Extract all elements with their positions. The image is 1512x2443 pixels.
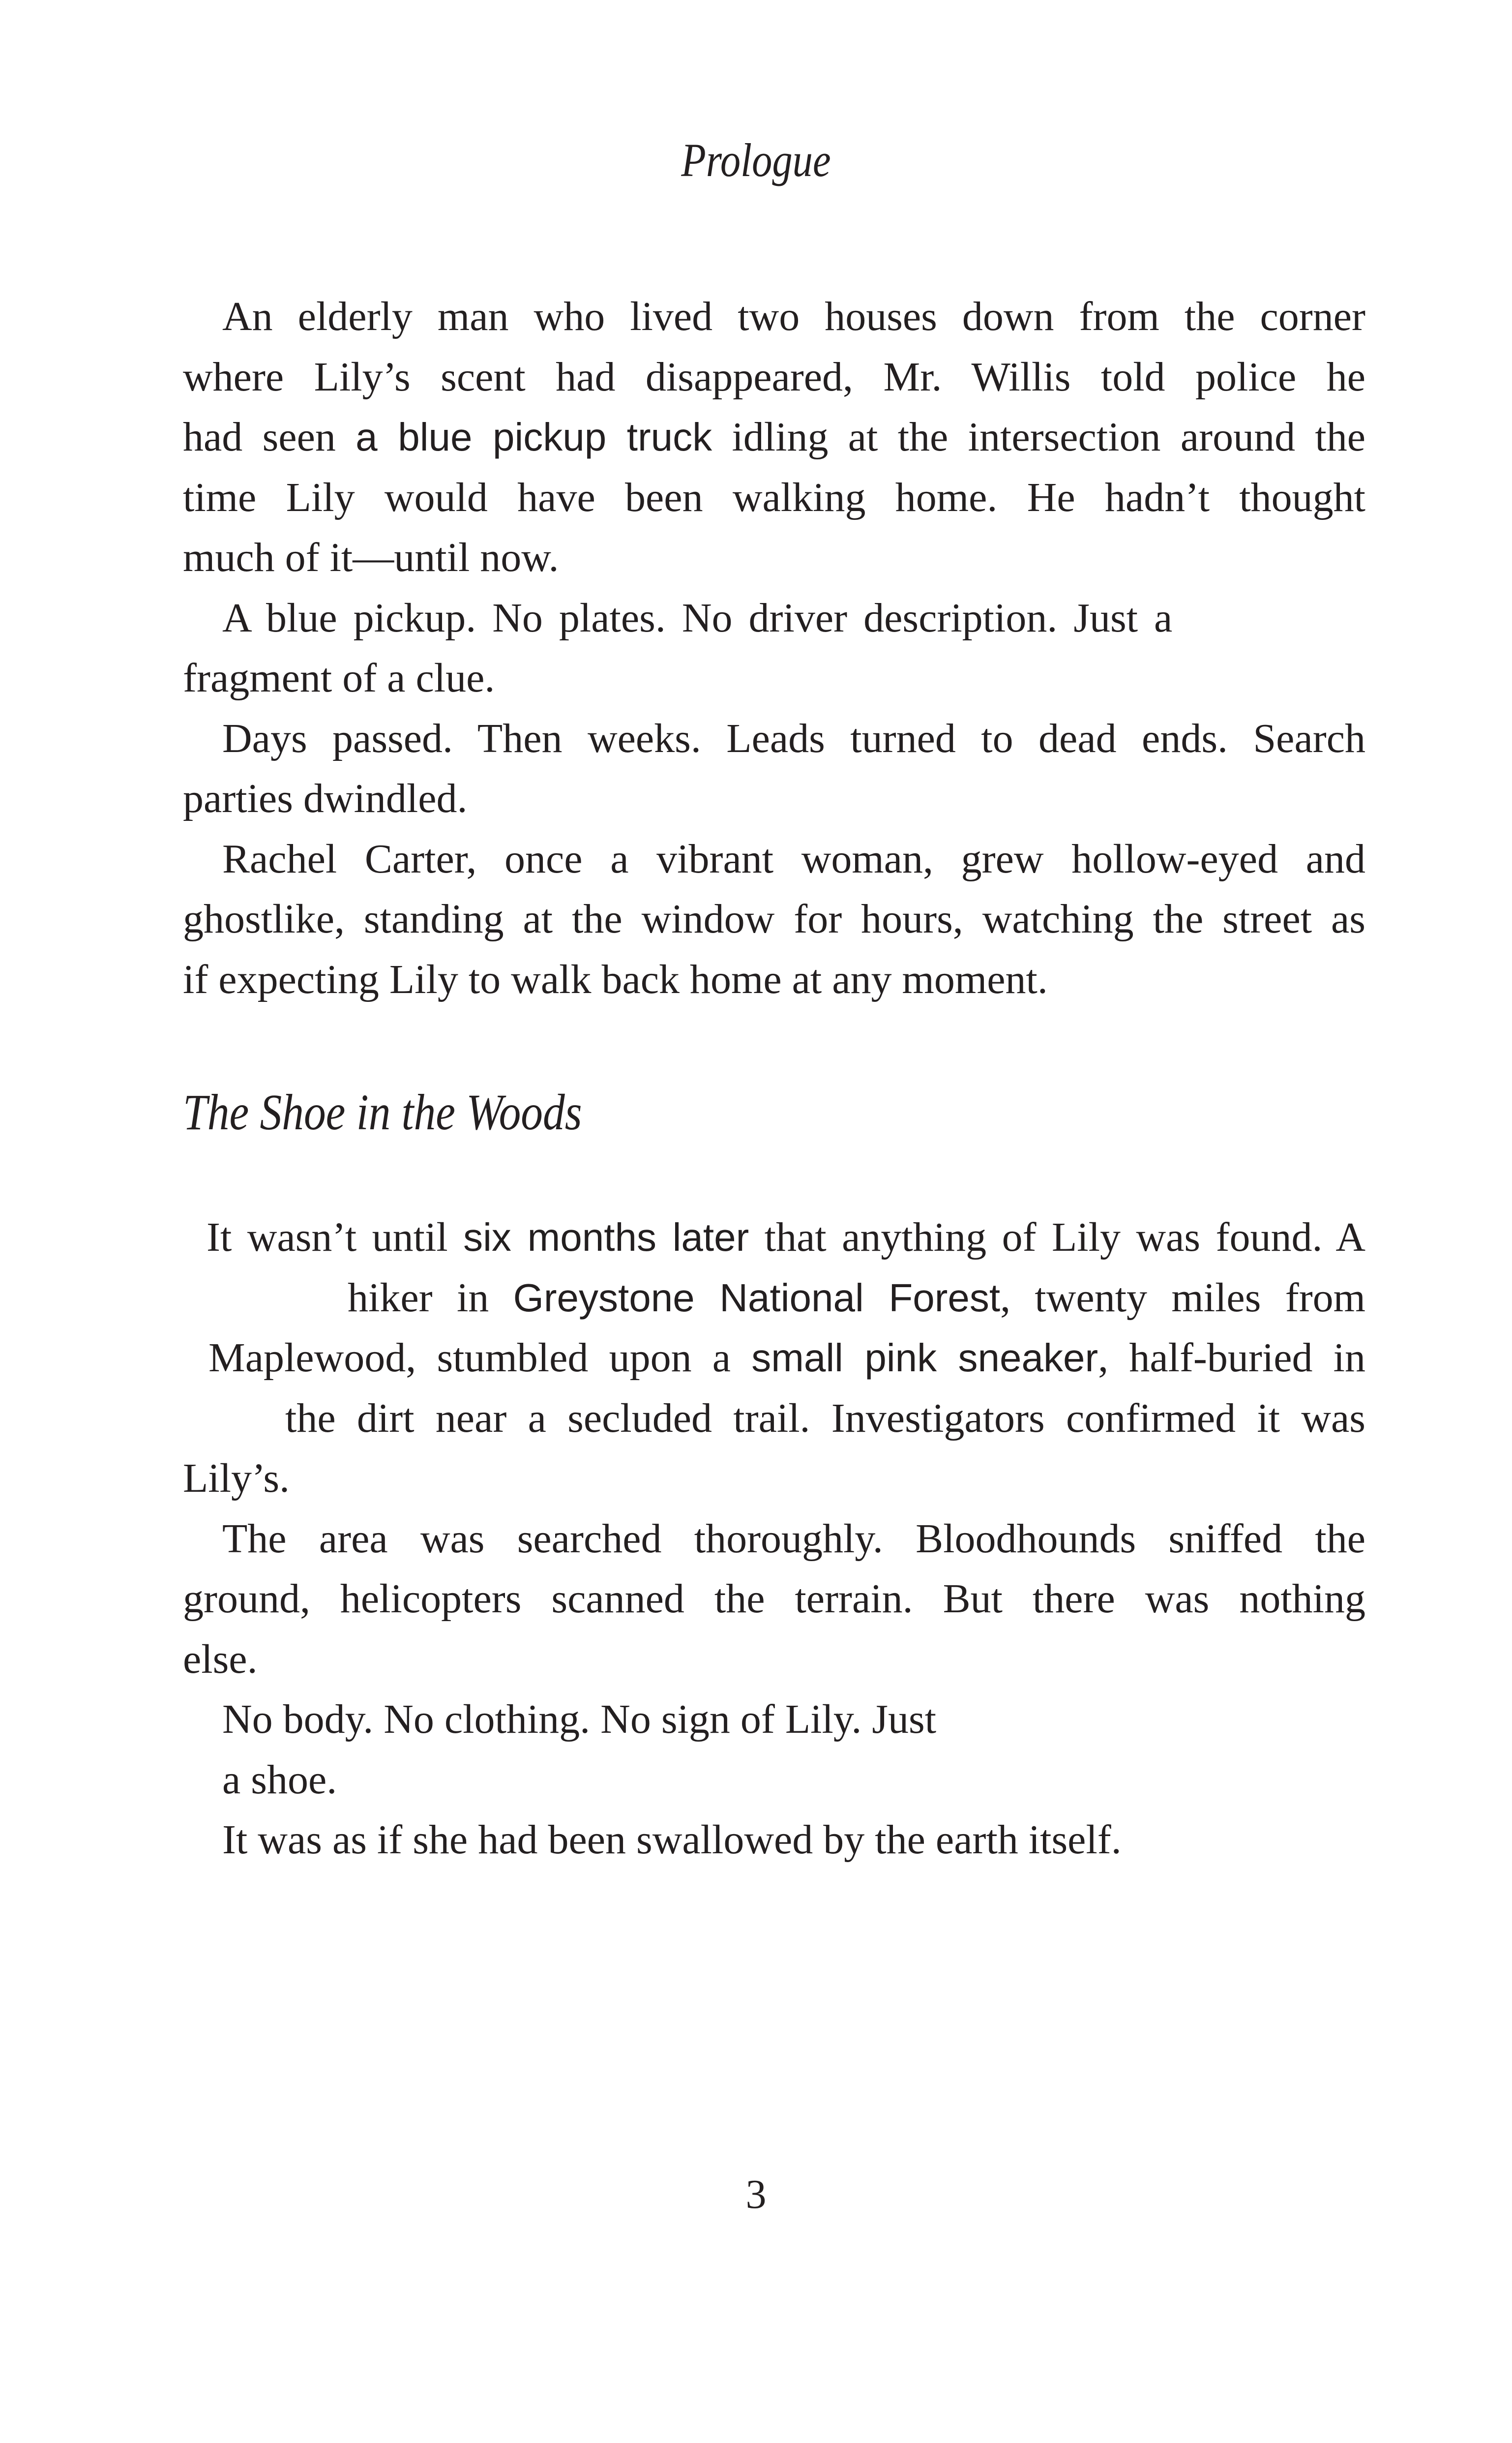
paragraph — [183, 1810, 1365, 1870]
text-line — [183, 1509, 1365, 1569]
paragraph — [183, 1509, 1365, 1690]
text-line — [183, 889, 1365, 950]
text-run: else. — [183, 1636, 258, 1682]
paragraph — [183, 829, 1365, 1010]
text-run: much of it—until now. — [183, 535, 559, 580]
text-line — [183, 588, 1365, 649]
text-line — [183, 347, 1365, 408]
highlighted-phrase: a blue pickup truck — [356, 415, 712, 459]
running-head: Prologue — [681, 134, 831, 186]
text-line — [183, 1689, 1365, 1750]
text-run: An elderly man who lived two houses down from the corner — [222, 294, 1365, 339]
text-run: It was as if she had been swallowed by the earth itself. — [222, 1817, 1122, 1863]
paragraph — [183, 1207, 1365, 1509]
prologue-body — [183, 287, 1365, 1010]
text-run: , half-buried in — [1098, 1335, 1366, 1381]
text-run: ground, helicopters scanned the terrain. But there was nothing — [183, 1576, 1365, 1622]
paragraph — [183, 1689, 1365, 1810]
text-line — [183, 709, 1365, 769]
text-run: The area was searched thoroughly. Bloodhounds sniffed the — [222, 1515, 1365, 1562]
text-line — [183, 950, 1365, 1010]
text-run: Maplewood, stumbled upon a — [208, 1335, 752, 1381]
text-line — [183, 1448, 1365, 1509]
text-run: time Lily would have been walking home. He hadn’t thought — [183, 474, 1365, 520]
text-line — [183, 769, 1365, 829]
text-run: a shoe. — [222, 1756, 337, 1803]
text-run: Rachel Carter, once a vibrant woman, grew hollow-eyed and — [222, 836, 1365, 882]
text-line — [183, 528, 1365, 588]
section-heading: The Shoe in the Woods — [183, 1084, 582, 1141]
text-run: hiker in — [348, 1274, 513, 1321]
text-line — [183, 407, 1365, 468]
text-line — [183, 1268, 1365, 1328]
text-line — [183, 1810, 1365, 1870]
highlighted-phrase: small pink sneaker — [751, 1336, 1098, 1380]
text-run: ghostlike, standing at the window for hours, watching the street as — [183, 896, 1365, 942]
text-run: No body. No clothing. No sign of Lily. Just — [222, 1696, 937, 1742]
text-run: the dirt near a secluded trail. Investigators confirmed it was — [285, 1395, 1365, 1441]
text-line — [183, 1629, 1365, 1690]
text-run: where Lily’s scent had disappeared, Mr. Willis told police he — [183, 354, 1365, 400]
text-run: had seen — [183, 414, 356, 460]
paragraph — [183, 709, 1365, 829]
text-run: parties dwindled. — [183, 776, 468, 821]
text-run: A blue pickup. No plates. No driver description. Just a — [222, 595, 1173, 641]
text-line — [183, 468, 1365, 528]
text-line — [183, 1328, 1365, 1388]
section-body — [183, 1207, 1365, 1870]
highlighted-phrase: six months later — [463, 1215, 749, 1259]
paragraph — [183, 287, 1365, 588]
text-run: , twenty miles from — [1000, 1274, 1366, 1321]
text-line — [183, 287, 1365, 347]
text-run: Days passed. Then weeks. Leads turned to dead ends. Search — [222, 715, 1365, 761]
text-run: idling at the intersection around the — [712, 414, 1366, 460]
text-line — [183, 648, 1365, 709]
text-line — [183, 1207, 1365, 1268]
text-run: if expecting Lily to walk back home at any moment. — [183, 956, 1048, 1002]
highlighted-phrase: Greystone National Forest — [513, 1275, 1001, 1320]
text-line — [183, 1569, 1365, 1629]
text-run: It wasn’t until — [207, 1214, 464, 1260]
text-run: that anything of Lily was found. A — [749, 1214, 1365, 1260]
text-run: Lily’s. — [183, 1455, 290, 1501]
text-line — [183, 1750, 1365, 1810]
paragraph — [183, 588, 1365, 709]
page-number: 3 — [745, 2172, 767, 2217]
text-line — [183, 829, 1365, 890]
text-run: fragment of a clue. — [183, 655, 495, 701]
text-line — [183, 1388, 1365, 1449]
